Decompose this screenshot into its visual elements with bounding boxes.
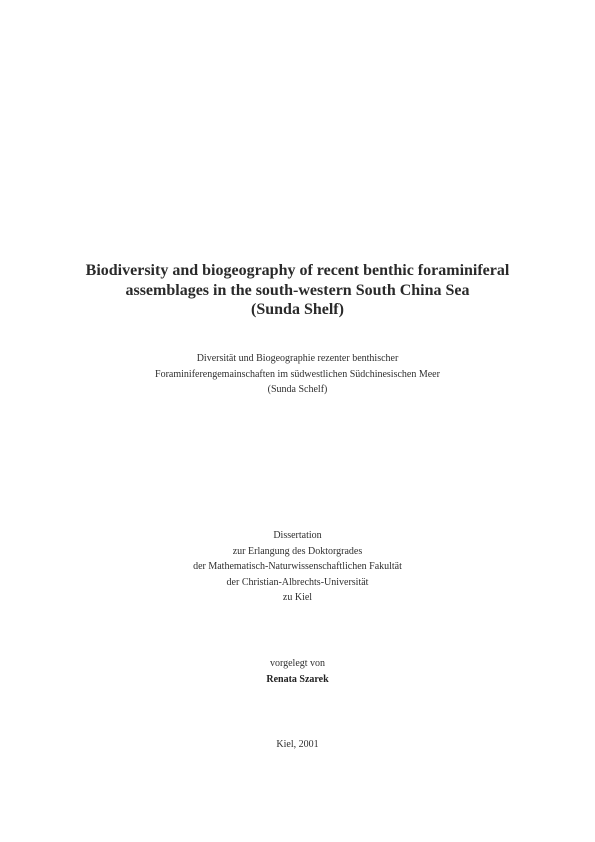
dissertation-line-2: zur Erlangung des Doktorgrades [232,545,363,557]
german-title-line-2: Foraminiferengemainschaften im südwestlichen Südchinesischen Meer [155,368,440,380]
author-name: Renata Szarek [266,673,329,685]
german-title [0,351,595,398]
submitted-by [0,656,595,687]
thesis-title-line-2: assemblages in the south-western South China Sea [125,281,470,299]
thesis-title-line-3: (Sunda Shelf) [251,301,344,318]
thesis-title-line-1: Biodiversity and biogeography of recent benthic foraminiferal [85,262,510,279]
dissertation-statement [0,528,595,606]
place-date-text: Kiel, 2001 [276,739,319,750]
dissertation-line-1: Dissertation [273,530,322,541]
german-title-line-3: (Sunda Schelf) [267,384,328,395]
dissertation-line-5: zu Kiel [282,592,313,603]
dissertation-line-4: der Christian-Albrechts-Universität [226,576,369,588]
place-and-date [0,737,595,753]
dissertation-line-3: der Mathematisch-Naturwissenschaftlichen Fakultät [193,561,402,572]
thesis-title [0,261,595,320]
german-title-line-1: Diversität und Biogeographie rezenter benthischer [196,353,399,364]
submitted-by-label: vorgelegt von [269,658,326,669]
